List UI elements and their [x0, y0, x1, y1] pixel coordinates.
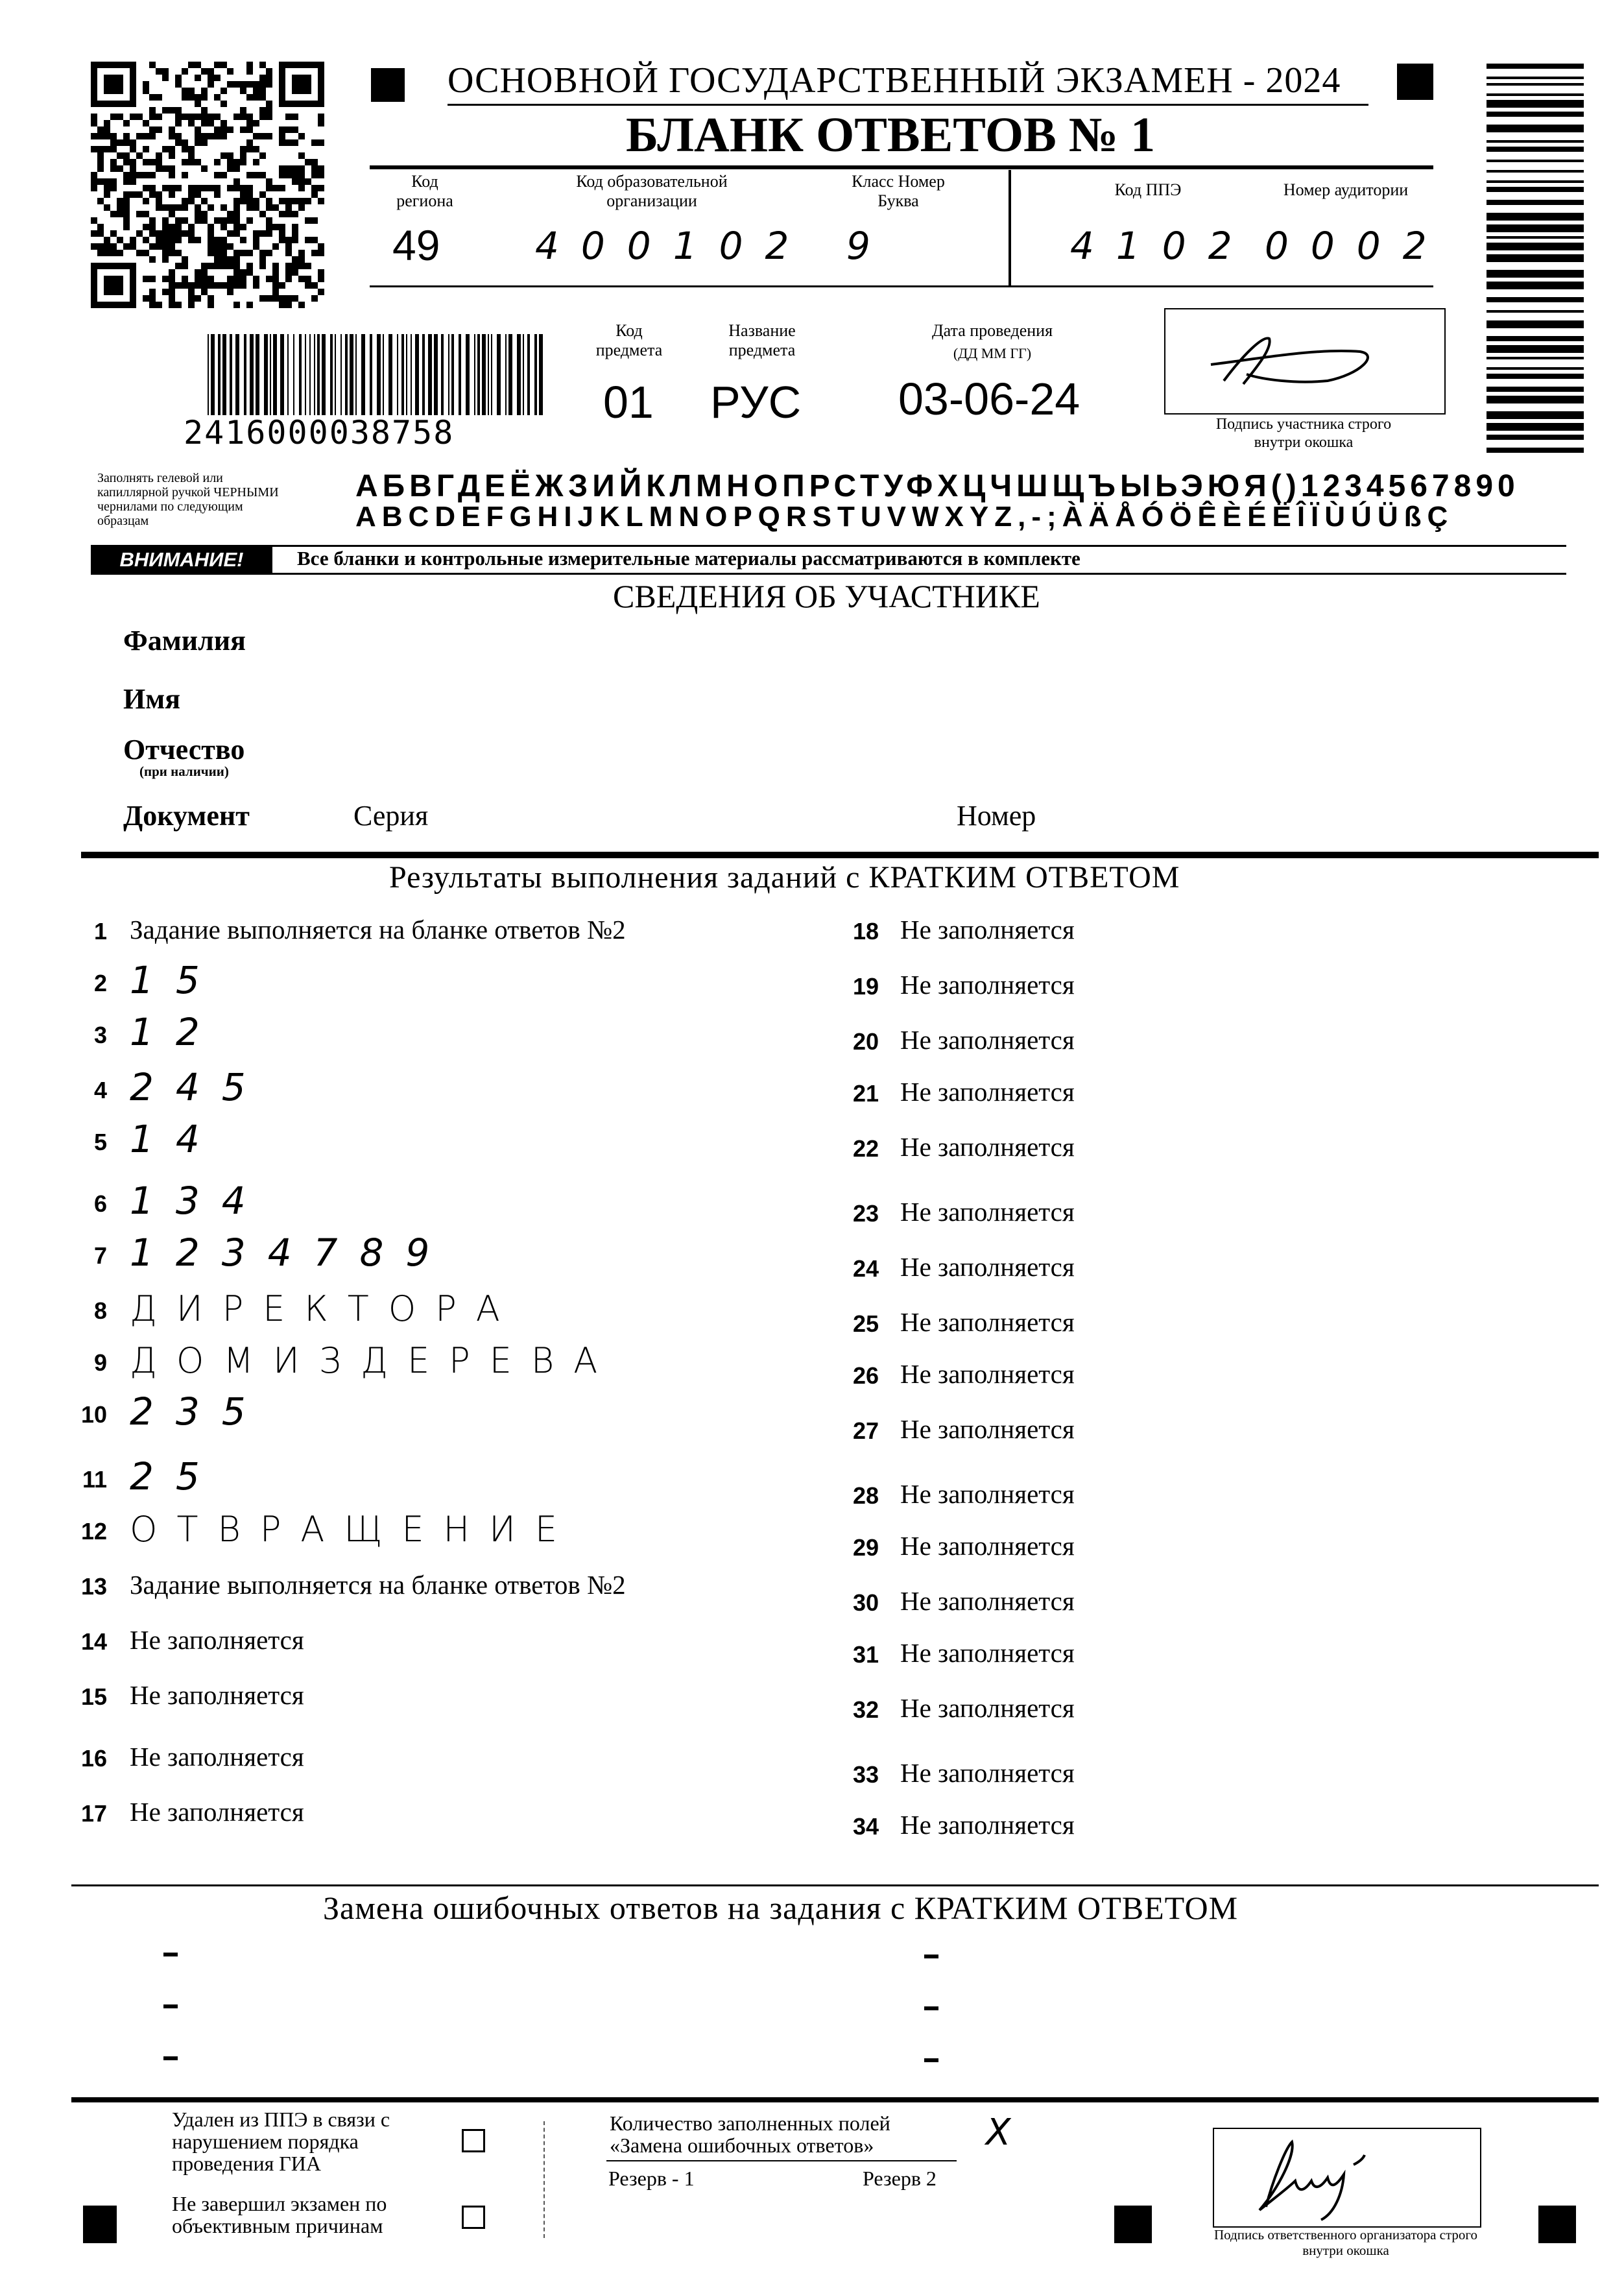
- replacement-dash: [924, 1955, 938, 1958]
- answer-value[interactable]: Не заполняется: [900, 1810, 1075, 1840]
- organizer-signature-caption: Подпись ответственного организатора строго внутри окошка: [1213, 2227, 1478, 2258]
- participant-signature: [1165, 309, 1444, 413]
- answer-value[interactable]: Не заполняется: [900, 1252, 1075, 1282]
- participant-section-title: СВЕДЕНИЯ ОБ УЧАСТНИКЕ: [613, 578, 1040, 614]
- class-label: Класс Номер Буква: [852, 172, 945, 210]
- ppe-label: Код ППЭ: [1114, 180, 1182, 199]
- task-number: 33: [852, 1761, 879, 1788]
- task-number: 20: [852, 1028, 879, 1055]
- task-number: 2: [93, 970, 107, 996]
- signature-caption: Подпись участника строго внутри окошка: [1215, 416, 1392, 451]
- task-number: 25: [852, 1310, 879, 1337]
- subject-code-value: 01: [603, 377, 654, 427]
- task-number: 6: [93, 1190, 107, 1217]
- task-number: 12: [80, 1518, 107, 1545]
- answer-value[interactable]: Не заполняется: [130, 1742, 304, 1772]
- answers-section-title: Результаты выполнения заданий с КРАТКИМ ОТВЕТОМ: [389, 860, 1180, 895]
- replacement-dash: [163, 2004, 178, 2008]
- footer-divider: [543, 2121, 545, 2238]
- sample-instruction: Заполнять гелевой или капиллярной ручкой ЧЕРНЫМИ чернилами по следующим образцам: [97, 471, 279, 528]
- answer-value[interactable]: Не заполняется: [900, 1531, 1075, 1561]
- answer-value[interactable]: Не заполняется: [900, 1197, 1075, 1227]
- answer-value[interactable]: Не заполняется: [900, 1132, 1075, 1162]
- answer-value[interactable]: Не заполняется: [900, 1693, 1075, 1723]
- answer-value[interactable]: 235: [130, 1390, 268, 1434]
- registration-mark-top-left: [371, 68, 405, 102]
- reserve-1-label: Резерв - 1: [608, 2167, 695, 2190]
- answer-value[interactable]: Не заполняется: [900, 1414, 1075, 1444]
- task-number: 10: [80, 1401, 107, 1428]
- task-number: 30: [852, 1589, 879, 1616]
- task-number: 5: [93, 1129, 107, 1155]
- replacements-section-title: Замена ошибочных ответов на задания с КРАТКИМ ОТВЕТОМ: [323, 1890, 1239, 1926]
- registration-mark-bottom-left: [83, 2206, 117, 2243]
- answer-value[interactable]: Не заполняется: [900, 915, 1075, 944]
- name-label: Имя: [123, 683, 180, 715]
- organizer-signature: [1214, 2129, 1480, 2226]
- answer-value[interactable]: Не заполняется: [900, 970, 1075, 1000]
- participant-signature-box: [1164, 308, 1446, 415]
- region-value: 49: [392, 221, 440, 269]
- patronymic-note: (при наличии): [139, 764, 229, 779]
- organizer-signature-box: [1213, 2128, 1481, 2228]
- answer-value[interactable]: Задание выполняется на бланке ответов №2: [130, 915, 626, 944]
- replacement-dash: [924, 2058, 938, 2062]
- answer-value[interactable]: Не заполняется: [900, 1638, 1075, 1668]
- replacement-dash: [924, 2006, 938, 2010]
- task-number: 18: [852, 918, 879, 944]
- replacement-dash: [163, 1953, 178, 1956]
- replacement-dash: [163, 2056, 178, 2060]
- task-number: 8: [93, 1297, 107, 1324]
- answer-value[interactable]: 1234789: [130, 1231, 452, 1275]
- task-number: 31: [852, 1641, 879, 1668]
- task-number: 4: [93, 1077, 107, 1103]
- removed-label: Удален из ППЭ в связи с нарушением порядка проведения ГИА: [172, 2108, 390, 2175]
- answer-value[interactable]: Не заполняется: [900, 1758, 1075, 1788]
- form-title: БЛАНК ОТВЕТОВ № 1: [626, 108, 1156, 162]
- task-number: 17: [80, 1800, 107, 1827]
- task-number: 16: [80, 1745, 107, 1772]
- task-number: 28: [852, 1482, 879, 1509]
- surname-label: Фамилия: [123, 625, 246, 656]
- qr-code: [91, 62, 324, 308]
- task-number: 1: [93, 918, 107, 944]
- sample-row-2: ABCDEFGHIJKLMNOPQRSTUVWXYZ,-;ÀÄÅÓÖÊÈÉËÎÏÙÚÜßÇ: [355, 501, 1454, 533]
- reserve-2-label: Резерв 2: [863, 2167, 937, 2190]
- task-number: 32: [852, 1696, 879, 1723]
- warning-text: Все бланки и контрольные измерительные материалы рассматриваются в комплекте: [297, 547, 1081, 570]
- answer-value[interactable]: Не заполняется: [900, 1359, 1075, 1389]
- subject-code-label: Код предмета: [595, 321, 663, 359]
- registration-mark-bottom-center: [1114, 2206, 1152, 2243]
- exam-title: ОСНОВНОЙ ГОСУДАРСТВЕННЫЙ ЭКЗАМЕН - 2024: [448, 60, 1341, 101]
- series-label: Серия: [353, 800, 429, 832]
- task-number: 23: [852, 1200, 879, 1227]
- task-number: 11: [82, 1466, 107, 1493]
- answer-value[interactable]: ОТВРАЩЕНИЕ: [130, 1509, 577, 1550]
- answer-value[interactable]: 14: [130, 1117, 222, 1161]
- task-number: 9: [93, 1349, 107, 1376]
- side-barcode: [1487, 64, 1584, 453]
- task-number: 27: [852, 1417, 879, 1444]
- task-number: 22: [852, 1135, 879, 1162]
- subject-name-value: РУС: [710, 377, 802, 427]
- registration-mark-bottom-right: [1538, 2206, 1576, 2243]
- answer-value[interactable]: Не заполняется: [900, 1025, 1075, 1055]
- task-number: 29: [852, 1534, 879, 1561]
- answer-value[interactable]: Не заполняется: [900, 1586, 1075, 1616]
- barcode-number: 2416000038758: [184, 414, 455, 451]
- document-label: Документ: [123, 800, 250, 832]
- task-number: 21: [852, 1080, 879, 1107]
- answer-value[interactable]: 134: [130, 1179, 268, 1223]
- answer-value[interactable]: Не заполняется: [130, 1625, 304, 1655]
- number-label: Номер: [957, 800, 1036, 832]
- answer-value[interactable]: Не заполняется: [130, 1680, 304, 1710]
- not-finished-checkbox[interactable]: [462, 2206, 485, 2229]
- task-number: 15: [80, 1683, 107, 1710]
- date-value: 03-06-24: [898, 374, 1081, 424]
- answer-value[interactable]: 15: [130, 958, 222, 1002]
- not-finished-label: Не завершил экзамен по объективным причинам: [172, 2192, 387, 2237]
- answer-value[interactable]: Не заполняется: [130, 1797, 304, 1827]
- replacement-count-value: Х: [986, 2112, 1011, 2154]
- answer-value[interactable]: Не заполняется: [900, 1077, 1075, 1107]
- task-number: 14: [80, 1628, 107, 1655]
- task-number: 34: [852, 1813, 879, 1840]
- task-number: 19: [852, 973, 879, 1000]
- answer-value[interactable]: ДОМИЗДЕРЕВА: [130, 1340, 617, 1381]
- task-number: 7: [93, 1242, 107, 1269]
- sample-row-1: АБВГДЕЁЖЗИЙКЛМНОПРСТУФХЦЧШЩЪЫЬЭЮЯ()1234567890: [355, 469, 1520, 503]
- room-label: Номер аудитории: [1283, 180, 1409, 199]
- ppe-value: 4102: [1070, 224, 1254, 268]
- registration-mark-top-right: [1397, 64, 1433, 100]
- answer-value[interactable]: Не заполняется: [900, 1479, 1075, 1509]
- warning-badge: ВНИМАНИЕ!: [91, 547, 272, 573]
- header-divider: [1009, 170, 1011, 287]
- answer-value[interactable]: Не заполняется: [900, 1307, 1075, 1337]
- class-value: 9: [846, 224, 892, 268]
- org-label: Код образовательной организации: [576, 172, 728, 210]
- subject-name-label: Название предмета: [728, 321, 796, 359]
- date-label: Дата проведения: [931, 321, 1053, 340]
- answer-value[interactable]: ДИРЕКТОРА: [130, 1288, 519, 1329]
- task-number: 24: [852, 1255, 879, 1282]
- task-number: 13: [80, 1573, 107, 1600]
- answer-value[interactable]: 12: [130, 1010, 222, 1054]
- removed-checkbox[interactable]: [462, 2129, 485, 2152]
- task-number: 3: [93, 1022, 107, 1048]
- room-value: 0002: [1265, 224, 1449, 268]
- org-value: 400102: [535, 224, 811, 268]
- task-number: 26: [852, 1362, 879, 1389]
- answer-value[interactable]: 25: [130, 1454, 222, 1498]
- region-label: Код региона: [396, 172, 453, 210]
- answer-value[interactable]: Задание выполняется на бланке ответов №2: [130, 1570, 626, 1600]
- replacement-count-label: Количество заполненных полей «Замена ошибочных ответов»: [610, 2112, 890, 2157]
- patronymic-label: Отчество: [123, 734, 245, 765]
- date-format: (ДД ММ ГГ): [953, 345, 1032, 361]
- answer-value[interactable]: 245: [130, 1065, 268, 1109]
